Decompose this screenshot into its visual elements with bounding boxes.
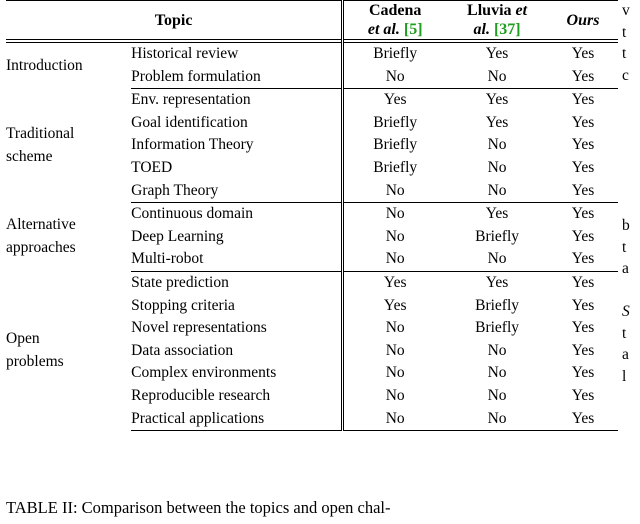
value-cadena: Briefly	[343, 157, 446, 180]
right-fragment: l	[622, 367, 627, 385]
right-fragment	[622, 151, 640, 173]
group-label-line2: problems	[6, 353, 64, 371]
header-lluvia-line1b: et	[515, 2, 528, 19]
right-fragment: v	[622, 2, 630, 19]
right-fragment	[622, 129, 640, 151]
group-label-line1: Traditional	[6, 125, 75, 143]
value-lluvia: No	[446, 180, 548, 203]
value-ours: Yes	[571, 296, 595, 314]
value-ours: Yes	[548, 408, 618, 431]
value-lluvia: Yes	[485, 113, 509, 131]
table-row	[6, 43, 618, 66]
value-lluvia: Yes	[485, 45, 509, 62]
value-ours: Yes	[571, 45, 595, 62]
header-cadena-citation[interactable]: [5]	[403, 21, 423, 38]
group-label-traditional-scheme	[6, 89, 131, 203]
value-cadena: No	[343, 180, 446, 203]
header-lluvia-line1a: Lluvia	[467, 2, 512, 19]
topic-cell: Information Theory	[131, 136, 254, 154]
value-ours: Yes	[571, 341, 595, 359]
value-ours: Yes	[548, 66, 618, 89]
value-lluvia: Briefly	[475, 319, 520, 337]
right-column-text	[622, 0, 640, 524]
topic-cell: Novel representations	[131, 319, 267, 337]
value-lluvia: Briefly	[475, 296, 520, 314]
topic-cell: Env. representation	[131, 91, 251, 109]
value-ours: Yes	[571, 364, 595, 382]
header-topic-label: Topic	[154, 11, 193, 29]
right-fragment: a	[622, 346, 629, 363]
table-header	[6, 1, 618, 43]
header-cadena-line1: Cadena	[368, 2, 422, 19]
comparison-table-container	[6, 0, 618, 431]
topic-cell: TOED	[131, 158, 173, 176]
topic-cell: Stopping criteria	[131, 296, 235, 314]
header-ours-label: Ours	[566, 11, 600, 29]
header-lluvia-citation[interactable]: [37]	[493, 21, 521, 38]
value-cadena: Yes	[343, 89, 446, 112]
right-fragment	[622, 280, 640, 302]
value-lluvia: No	[446, 408, 548, 431]
header-cadena-line2: et al.	[367, 21, 400, 38]
right-fragment: t	[622, 324, 627, 342]
value-cadena: Briefly	[343, 134, 446, 157]
group-label-line1: Alternative	[6, 216, 76, 234]
topic-cell: Practical applications	[131, 408, 343, 431]
value-lluvia: No	[487, 136, 507, 154]
value-ours: Yes	[548, 248, 618, 271]
value-lluvia: No	[446, 66, 548, 89]
right-fragment	[622, 172, 640, 194]
table-caption: TABLE II: Comparison between the topics and open chal-	[6, 498, 391, 517]
group-label-line2: approaches	[6, 239, 76, 257]
value-ours: Yes	[571, 91, 595, 109]
topic-cell: Goal identification	[131, 113, 248, 131]
topic-cell: Reproducible research	[131, 386, 271, 404]
value-cadena: No	[343, 203, 446, 226]
value-lluvia: Briefly	[475, 227, 520, 245]
topic-cell: Multi-robot	[131, 248, 343, 271]
topic-cell: Problem formulation	[131, 66, 343, 89]
right-fragment: t	[622, 23, 627, 41]
value-lluvia: No	[487, 386, 507, 404]
value-ours: Yes	[571, 273, 595, 291]
value-cadena: No	[343, 408, 446, 431]
table-row	[6, 89, 618, 112]
value-cadena: Briefly	[343, 112, 446, 135]
value-lluvia: Yes	[485, 91, 509, 109]
header-ours	[548, 1, 618, 40]
topic-cell: Continuous domain	[131, 205, 254, 223]
value-lluvia: No	[487, 158, 507, 176]
value-cadena: No	[343, 362, 446, 385]
table-row	[6, 271, 618, 294]
value-ours: Yes	[571, 319, 595, 337]
value-lluvia: Yes	[485, 205, 509, 223]
value-lluvia: No	[487, 364, 507, 382]
topic-cell: Graph Theory	[131, 180, 343, 203]
value-cadena: No	[343, 317, 446, 340]
right-fragment: t	[622, 45, 627, 62]
topic-cell: Deep Learning	[131, 227, 224, 245]
value-ours: Yes	[571, 205, 595, 223]
group-label-introduction: Introduction	[6, 56, 83, 74]
right-fragment	[622, 108, 640, 130]
group-label-alternative-approaches	[6, 203, 131, 272]
value-ours: Yes	[571, 158, 595, 176]
table-body	[6, 43, 618, 431]
value-ours: Yes	[571, 386, 595, 404]
right-fragment: c	[622, 66, 629, 84]
group-label-line2: scheme	[6, 147, 53, 165]
value-cadena: No	[343, 340, 446, 363]
value-cadena: No	[343, 226, 446, 249]
value-lluvia: Yes	[485, 273, 509, 291]
right-fragment	[622, 86, 640, 108]
value-cadena: Briefly	[343, 43, 446, 66]
value-lluvia: No	[487, 341, 507, 359]
header-lluvia	[446, 1, 548, 40]
table-row	[6, 203, 618, 226]
value-ours: Yes	[571, 113, 595, 131]
topic-cell: Historical review	[131, 45, 239, 62]
right-fragment: t	[622, 238, 627, 256]
value-cadena: No	[343, 385, 446, 408]
topic-cell: Complex environments	[131, 364, 277, 382]
header-lluvia-line2: al.	[473, 21, 490, 38]
header-cadena	[343, 1, 446, 40]
group-label-line1: Open	[6, 330, 40, 348]
group-label-open-problems	[6, 271, 131, 430]
right-fragment	[622, 194, 640, 216]
right-fragment: b	[622, 217, 630, 234]
value-cadena: No	[343, 66, 446, 89]
value-lluvia: No	[446, 248, 548, 271]
comparison-table	[6, 0, 618, 431]
topic-cell: Data association	[131, 341, 234, 359]
right-fragment: a	[622, 260, 629, 277]
value-ours: Yes	[571, 227, 595, 245]
table-header-row	[6, 1, 618, 40]
right-fragment: S	[622, 303, 630, 320]
value-ours: Yes	[571, 136, 595, 154]
value-cadena: Yes	[343, 295, 446, 318]
topic-cell: State prediction	[131, 273, 229, 291]
value-cadena: No	[343, 248, 446, 271]
value-cadena: Yes	[343, 271, 446, 294]
value-ours: Yes	[548, 180, 618, 203]
header-topic	[6, 1, 343, 40]
